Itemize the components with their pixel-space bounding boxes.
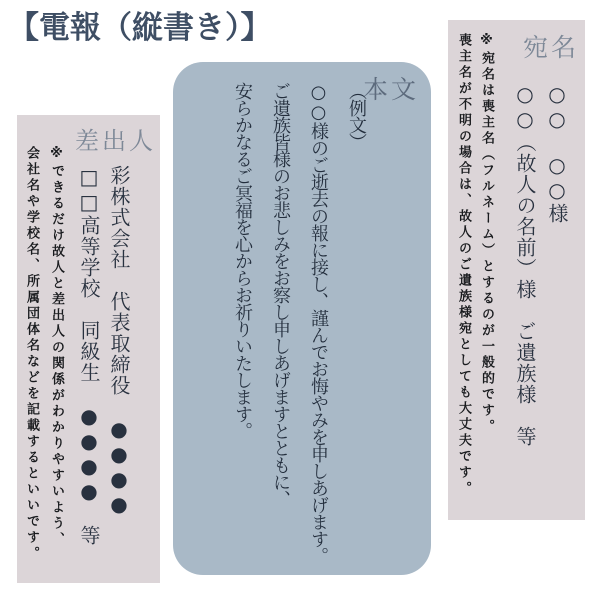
message-body-example-text [223, 82, 375, 564]
addressee-note-line-2: 喪主名が不明の場合は、故人のご遺族様宛としても大丈夫です。 [456, 33, 471, 497]
body-sentence-3: 安らかなるご冥福を心からお祈りいたします。 [232, 82, 253, 439]
sender-line-2: □□高等学校 同級生 ●●●● 等 [77, 165, 101, 546]
sender-line-1: 彩株式会社 代表取締役 ●●●● [107, 165, 131, 517]
addressee-note [452, 33, 498, 497]
addressee-example-text [509, 82, 573, 447]
sender-note-line-2: 会社名や学校名、所属団体名などを記載するといいです。 [24, 146, 39, 562]
page-title: 【電報（縦書き）】 [8, 10, 272, 46]
addressee-line-1: ○○ ○○様 [545, 82, 569, 224]
addressee-line-2: ○○（故人の名前）様 ご遺族様 等 [513, 82, 537, 447]
message-body-panel [173, 62, 431, 575]
body-example-label: （例文） [346, 82, 367, 150]
sender-panel [17, 115, 160, 583]
addressee-note-line-1: ※宛名は喪主名（フルネーム）とするのが一般的です。 [479, 33, 494, 435]
body-sentence-2: ご遺族皆様のお悲しみをお察し申しあげますとともに、 [270, 82, 291, 507]
sender-note [19, 146, 69, 562]
sender-note-line-1: ※できるだけ故人と差出人の関係がわかりやすいよう、 [49, 146, 64, 548]
body-sentence-1: ○○様のご逝去の報に接し、謹んでお悔やみを申しあげます。 [308, 82, 329, 564]
addressee-panel-header: 宛名 [522, 33, 579, 62]
sender-example-text [74, 165, 134, 546]
addressee-panel [448, 20, 585, 520]
sender-panel-header: 差出人 [75, 127, 156, 155]
message-body-panel-header: 本文 [362, 75, 419, 104]
